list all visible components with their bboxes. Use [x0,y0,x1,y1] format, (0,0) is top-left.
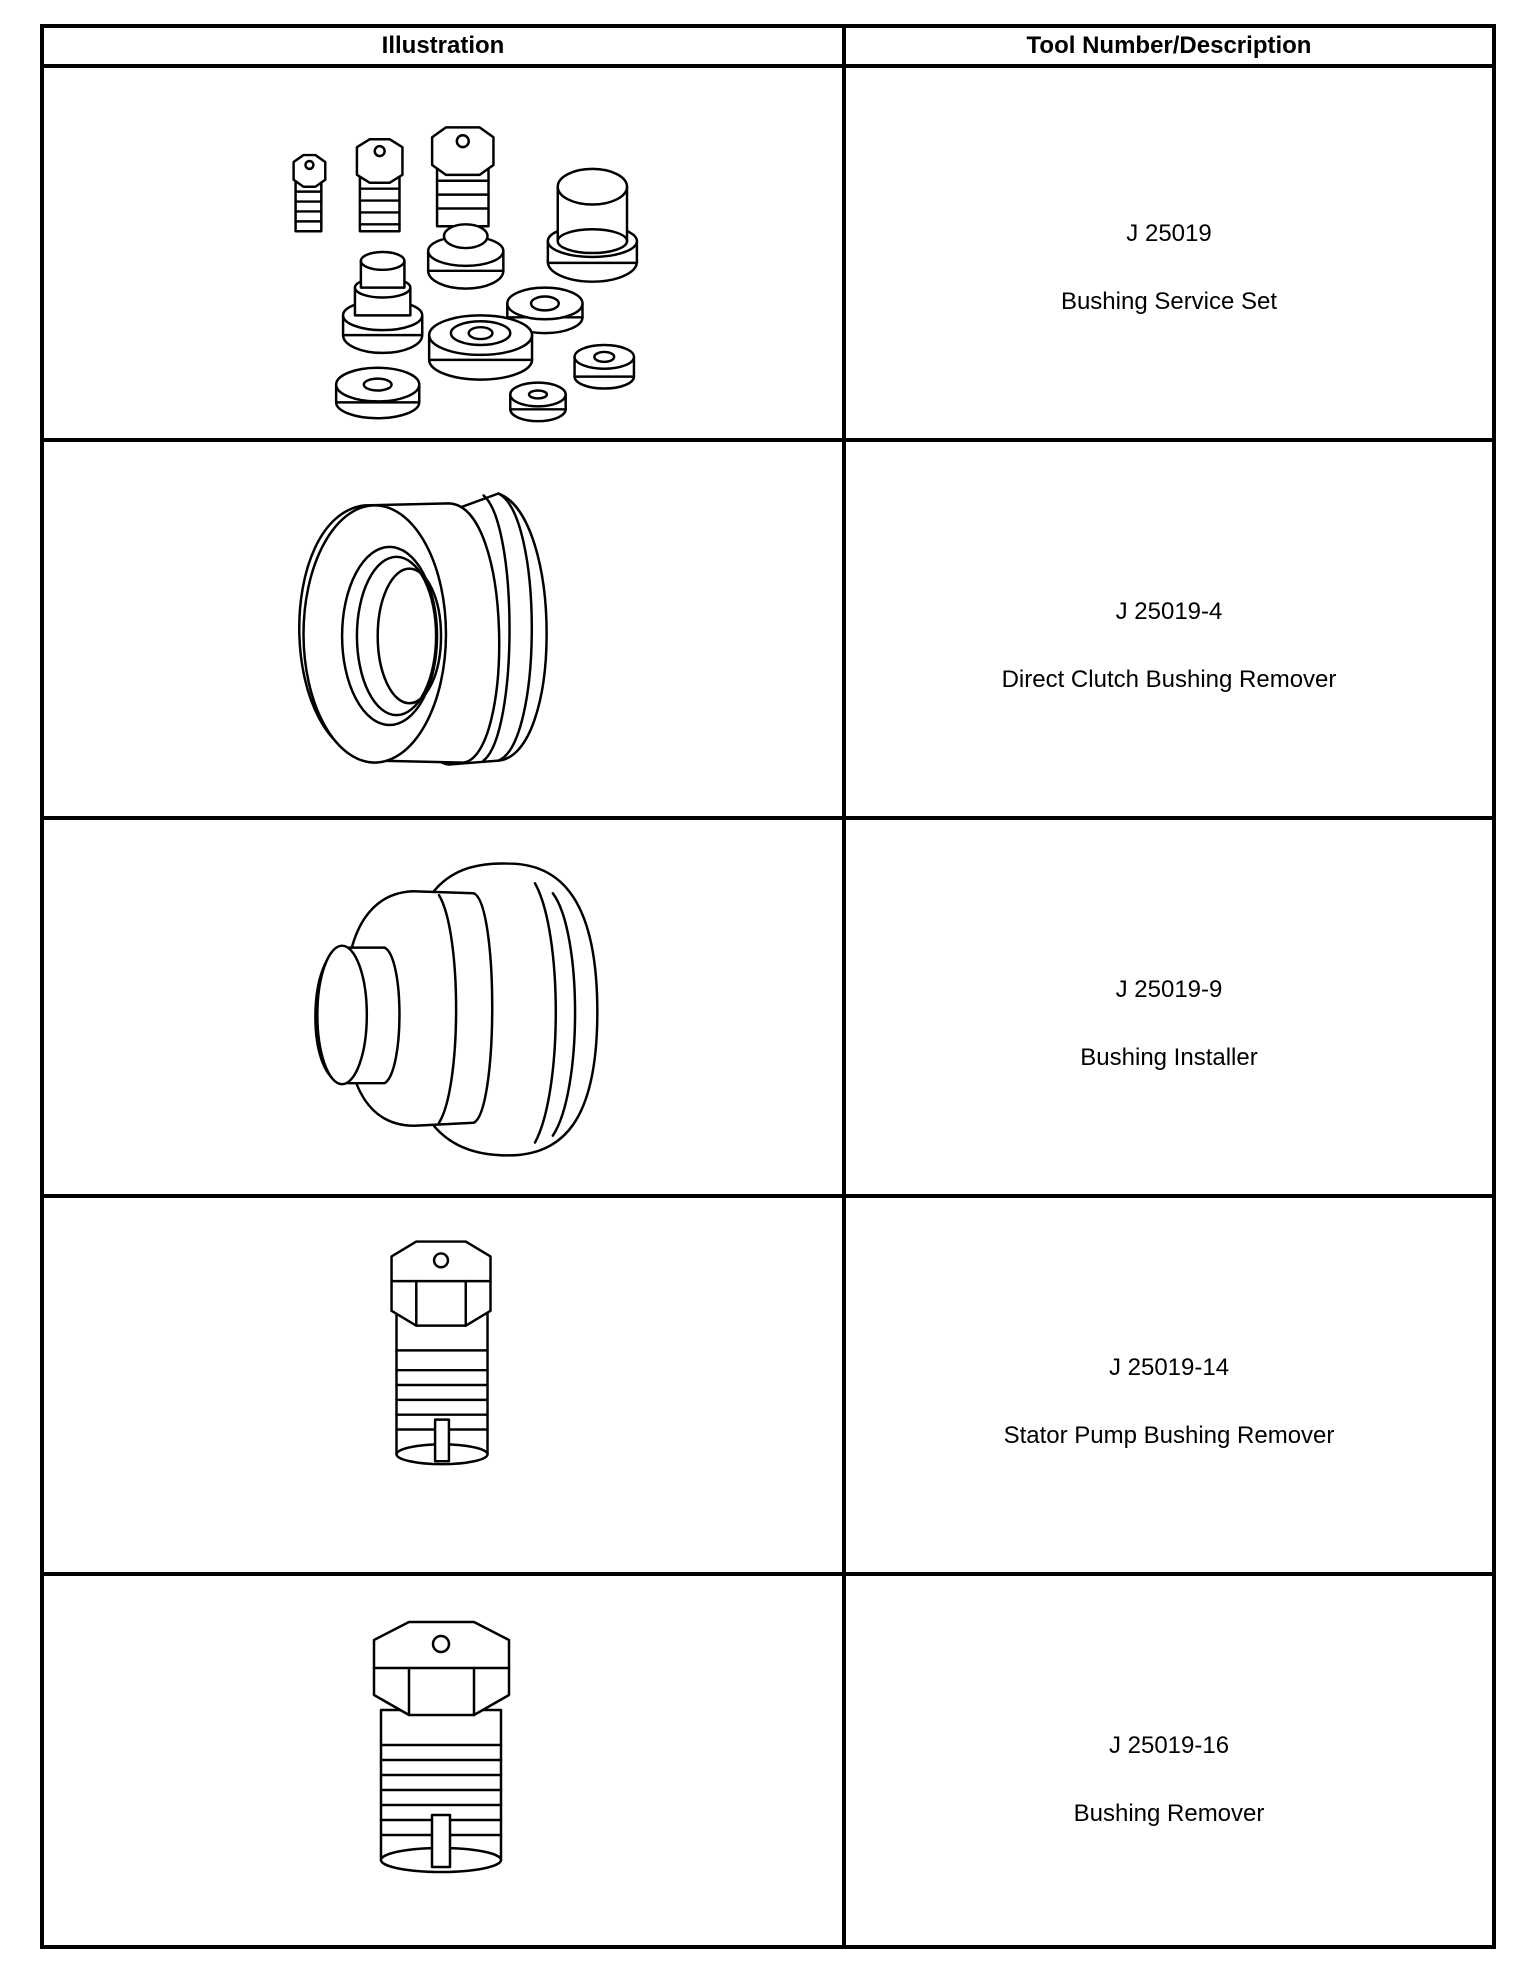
tool-description: Bushing Service Set [1060,288,1278,315]
tool-number: J 25019-9 [1115,976,1223,1003]
bushing-service-set-icon [44,68,842,438]
bushing-installer-icon [44,824,842,1194]
tool-number: J 25019-4 [1115,598,1223,625]
tool-number: J 25019-16 [1108,1732,1230,1759]
tool-number: J 25019-14 [1108,1354,1230,1381]
table-row [44,1580,1492,1954]
tool-description-cell [846,1580,1492,1954]
tool-description: Bushing Installer [1080,1044,1258,1071]
tool-description: Direct Clutch Bushing Remover [1001,666,1337,693]
direct-clutch-bushing-remover-icon [44,446,842,816]
tool-description-cell [846,824,1492,1194]
table-header [44,28,1492,68]
tool-table [40,24,1496,1949]
header-tool-number-description: Tool Number/Description [1026,32,1312,59]
table-row [44,824,1492,1198]
stator-pump-bushing-remover-icon [44,1202,842,1572]
tool-description-cell [846,1202,1492,1572]
table-row [44,68,1492,442]
table-row [44,1202,1492,1576]
tool-number: J 25019 [1126,220,1212,247]
bushing-remover-icon [44,1580,842,1954]
header-illustration: Illustration [381,32,505,59]
tool-description: Stator Pump Bushing Remover [1003,1422,1335,1449]
tool-description-cell [846,68,1492,438]
tool-description-cell [846,446,1492,816]
tool-description: Bushing Remover [1073,1800,1265,1827]
table-row [44,446,1492,820]
